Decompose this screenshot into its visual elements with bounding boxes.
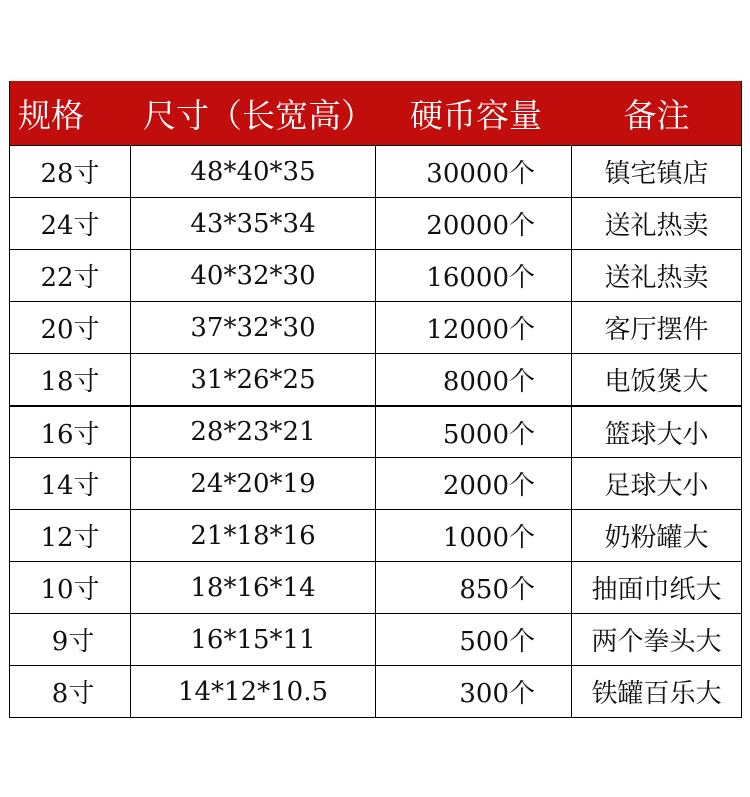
cell-size: 8寸: [10, 666, 131, 717]
spec-table: [9, 81, 742, 718]
cell-dimensions: 14*12*10.5: [131, 666, 376, 717]
table-row: [10, 249, 741, 301]
table-row: [10, 353, 741, 405]
cell-size: 18寸: [10, 354, 131, 405]
cell-note: 镇宅镇店: [604, 159, 709, 189]
cell-size: 14寸: [10, 458, 131, 509]
header-capacity: 硬币容量: [410, 95, 542, 135]
cell-dimensions: 43*35*34: [131, 198, 376, 249]
cell-dimensions: 37*32*30: [131, 302, 376, 353]
cell-capacity: 850个: [376, 562, 572, 613]
cell-note: 客厅摆件: [604, 315, 709, 345]
cell-size: 16寸: [10, 407, 131, 457]
cell-note: 抽面巾纸大: [591, 575, 722, 605]
cell-note: 篮球大小: [604, 419, 709, 450]
cell-note: 电饭煲大: [604, 367, 709, 397]
cell-dimensions: 18*16*14: [131, 562, 376, 613]
cell-note: 奶粉罐大: [604, 523, 709, 553]
cell-size: 22寸: [10, 250, 131, 301]
cell-size: 9寸: [10, 614, 131, 665]
table-row: [10, 145, 741, 197]
table-row: [10, 301, 741, 353]
cell-capacity: 5000个: [376, 407, 572, 457]
table-row: [10, 561, 741, 613]
header-size: 规格: [18, 95, 84, 135]
cell-dimensions: 21*18*16: [131, 510, 376, 561]
cell-capacity: 12000个: [376, 302, 572, 353]
header-note: 备注: [623, 95, 690, 135]
cell-dimensions: 48*40*35: [131, 146, 376, 197]
cell-size: 24寸: [10, 198, 131, 249]
cell-capacity: 300个: [376, 666, 572, 717]
table-row: [10, 405, 741, 457]
table-row: [10, 665, 741, 717]
cell-capacity: 30000个: [376, 146, 572, 197]
cell-note: 送礼热卖: [604, 211, 709, 241]
cell-capacity: 8000个: [376, 354, 572, 405]
cell-note: 送礼热卖: [604, 263, 709, 293]
cell-capacity: 500个: [376, 614, 572, 665]
cell-capacity: 1000个: [376, 510, 572, 561]
table-row: [10, 509, 741, 561]
cell-dimensions: 24*20*19: [131, 458, 376, 509]
cell-dimensions: 16*15*11: [131, 614, 376, 665]
cell-size: 12寸: [10, 510, 131, 561]
table-row: [10, 613, 741, 665]
cell-note: 两个拳头大: [591, 627, 722, 657]
cell-capacity: 2000个: [376, 458, 572, 509]
cell-dimensions: 31*26*25: [131, 354, 376, 405]
cell-size: 20寸: [10, 302, 131, 353]
cell-size: 10寸: [10, 562, 131, 613]
cell-note: 足球大小: [604, 471, 709, 501]
cell-size: 28寸: [10, 146, 131, 197]
table-row: [10, 457, 741, 509]
table-row: [10, 197, 741, 249]
cell-capacity: 20000个: [376, 198, 572, 249]
header-dimensions: 尺寸（长宽高）: [143, 95, 374, 135]
cell-dimensions: 40*32*30: [131, 250, 376, 301]
table-header: [10, 81, 741, 145]
cell-dimensions: 28*23*21: [131, 407, 376, 457]
cell-note: 铁罐百乐大: [591, 679, 722, 709]
cell-capacity: 16000个: [376, 250, 572, 301]
